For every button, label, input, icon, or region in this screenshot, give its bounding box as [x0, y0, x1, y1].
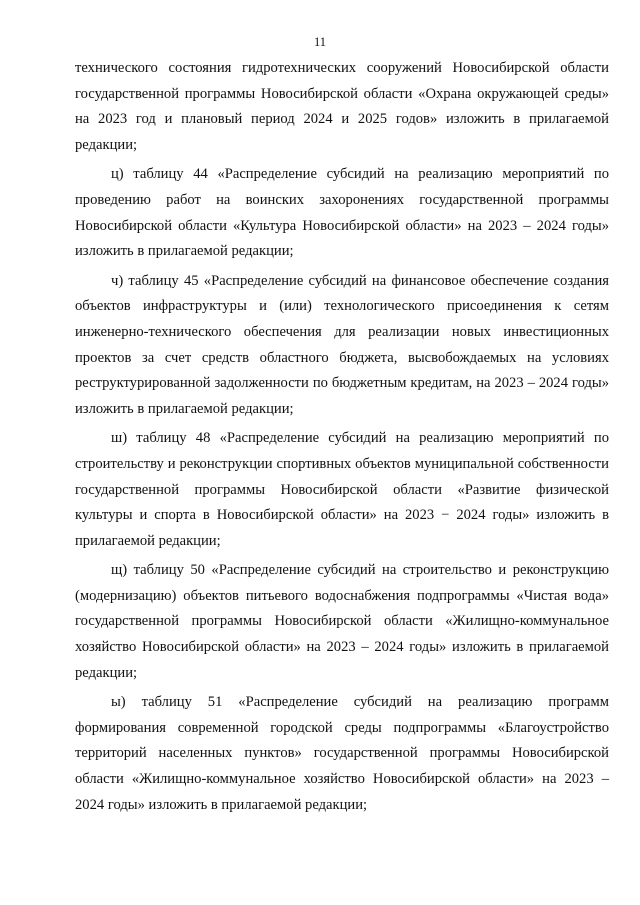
paragraph-item-ts: ц) таблицу 44 «Распределение субсидий на реализацию мероприятий по проведению работ на воинских захоронениях государственной программы Новосибирской области «Культура Новосибирской области» на 2023 – 2024 годы» изложить в прилагаемой редакции; — [75, 166, 609, 260]
paragraph-item-shch: щ) таблицу 50 «Распределение субсидий на строительство и реконструкцию (модернизацию) объектов питьевого водоснабжения подпрограммы «Чистая вода» государственной программы Новосибирской области «Жилищно-коммунальное хозяйство Новосибирской области» на 2023 – 2024 годы» изложить в прилагаемой редакции; — [75, 562, 609, 681]
paragraph-item-sh: ш) таблицу 48 «Распределение субсидий на реализацию мероприятий по строительству и реконструкции спортивных объектов муниципальной собственности государственной программы Новосибирской области «Развитие физической культуры и спорта в Новосибирской области» на 2023 − 2024 годы» изложить в прилагаемой редакции; — [75, 430, 609, 549]
document-body — [75, 56, 609, 818]
paragraph-continuation: технического состояния гидротехнических сооружений Новосибирской области государственной программы Новосибирской области «Охрана окружающей среды» на 2023 год и плановый период 2024 и 2025 годов» изложить в прилагаемой редакции; — [75, 60, 609, 153]
paragraph-item-y: ы) таблицу 51 «Распределение субсидий на реализацию программ формирования современной городской среды подпрограммы «Благоустройство территорий населенных пунктов» государственной программы Новосибирской области «Жилищно-коммунальное хозяйство Новосибирской области» на 2023 – 2024 годы» изложить в прилагаемой редакции; — [75, 694, 609, 813]
paragraph-item-ch: ч) таблицу 45 «Распределение субсидий на финансовое обеспечение создания объектов инфраструктуры и (или) технологического присоединения к сетям инженерно-технического обеспечения для реализации новых инвестиционных проектов за счет средств областного бюджета, высвобождаемых на условиях реструктурированной задолженности по бюджетным кредитам, на 2023 – 2024 годы» изложить в прилагаемой редакции; — [75, 272, 609, 417]
page-number: 11 — [313, 35, 327, 49]
